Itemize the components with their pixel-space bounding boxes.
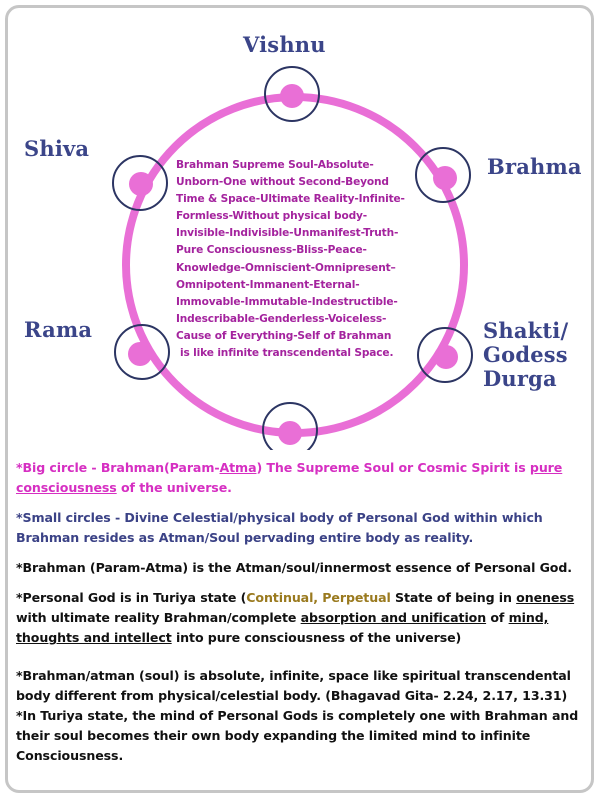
label-shakti: Shakti/	[483, 318, 569, 343]
note-text: ) The Supreme Soul or Cosmic Spirit is	[256, 460, 530, 475]
description-line: Unborn-One without Second-Beyond	[176, 176, 389, 189]
note-text: of	[486, 610, 509, 625]
note-big-circle	[16, 458, 586, 498]
node-dot-bottom	[278, 421, 302, 445]
label-durga: Durga	[483, 366, 557, 391]
description-line: Time & Space-Ultimate Reality-Infinite-	[176, 193, 405, 206]
note-atman: *Brahman/atman (soul) is absolute, infinite, space like spiritual transcendental body different from physical/celestial body. (Bhagavad Gita- 2.24, 2.17, 13.31)	[16, 668, 571, 703]
note-text: of the universe.	[116, 480, 232, 495]
note-text: State of being in	[390, 590, 517, 605]
note-text: *Big circle - Brahman(Param-	[16, 460, 220, 475]
note-highlighted-text: Continual, Perpetual	[246, 590, 391, 605]
description-line: Immovable-Immutable-Indestructible-	[176, 295, 398, 308]
description-line: Formless-Without physical body-	[176, 210, 368, 223]
note-underlined-text: Atma	[219, 460, 257, 475]
notes-section	[16, 458, 586, 766]
label-rama: Rama	[24, 317, 93, 342]
description-line: Invisible-Indivisible-Unmanifest-Truth-	[176, 227, 399, 240]
brahman-description	[176, 157, 436, 362]
node-dot-rama	[128, 342, 152, 366]
description-line: Knowledge-Omniscient-Omnipresent–	[176, 261, 396, 274]
description-line: Omnipotent-Immanent-Eternal-	[176, 278, 360, 291]
note-turiya-state	[16, 588, 586, 648]
label-godess: Godess	[483, 342, 568, 367]
description-line: Cause of Everything-Self of Brahman	[176, 329, 392, 342]
note-underlined-text: oneness	[516, 590, 575, 605]
note-text: *Personal God is in Turiya state (	[16, 590, 247, 605]
description-line: is like infinite transcendental Space.	[180, 347, 394, 360]
note-text: with ultimate reality Brahman/complete	[16, 610, 301, 625]
label-shiva: Shiva	[24, 136, 90, 161]
note-text: into pure consciousness of the universe)	[171, 630, 462, 645]
note-brahman-essence: *Brahman (Param-Atma) is the Atman/soul/innermost essence of Personal God.	[16, 560, 572, 575]
description-line: Brahman Supreme Soul-Absolute-	[176, 159, 374, 171]
note-turiya-mind: *In Turiya state, the mind of Personal Gods is completely one with Brahman and their soul becomes their own body expanding the limited mind to infinite Consciousness.	[16, 708, 579, 763]
label-vishnu: Vishnu	[243, 32, 326, 57]
note-underlined-text: pure consciousness	[16, 460, 563, 495]
label-shakti-durga	[483, 319, 568, 391]
note-small-circles: *Small circles - Divine Celestial/physical body of Personal God within which Brahman resides as Atman/Soul pervading entire body as reality.	[16, 510, 543, 545]
node-dot-shakti	[434, 345, 458, 369]
description-line: Indescribable-Genderless-Voiceless-	[176, 312, 387, 325]
description-line: Pure Consciousness-Bliss-Peace-	[176, 244, 367, 257]
note-underlined-text: absorption and unification	[300, 610, 487, 625]
node-dot-brahma	[433, 166, 457, 190]
label-brahma: Brahma	[487, 154, 582, 179]
node-dot-shiva	[129, 172, 153, 196]
note-underlined-text: mind, thoughts and intellect	[16, 610, 549, 645]
node-dot-vishnu	[280, 84, 304, 108]
